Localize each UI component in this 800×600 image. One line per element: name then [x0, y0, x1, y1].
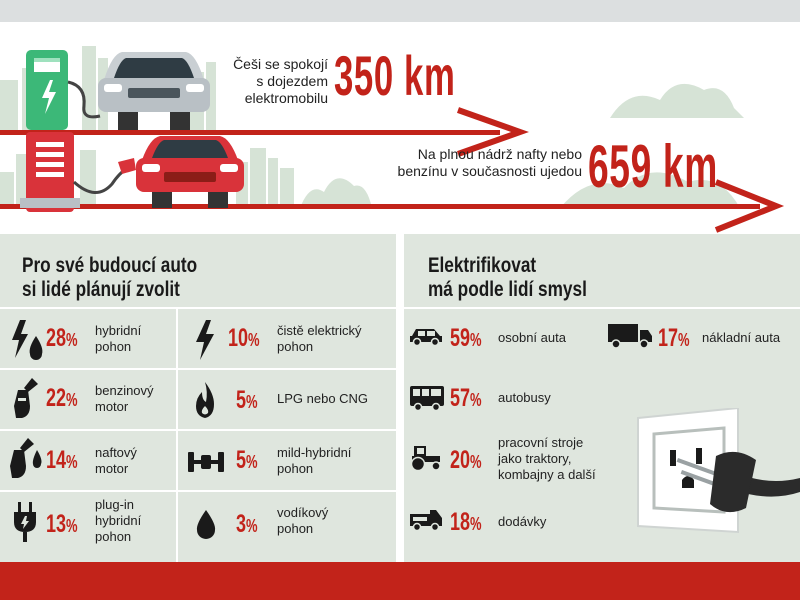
pct-cars: 59%	[450, 324, 482, 352]
pct-trucks: 17%	[658, 324, 690, 352]
axle-icon	[186, 448, 226, 476]
ev-range-text: Češi se spokojí s dojezdem elektromobilu	[233, 56, 328, 106]
fuel-nozzle-icon	[10, 376, 42, 422]
label-petrol: benzinový motor	[95, 383, 154, 414]
pct-diesel: 14%	[46, 446, 78, 474]
label-mild-hybrid: mild-hybridní pohon	[277, 445, 352, 476]
pct-hybrid: 28%	[46, 324, 78, 352]
fuel-car-icon	[136, 136, 244, 208]
label-trucks: nákladní auta	[702, 330, 781, 345]
van-icon	[408, 508, 444, 532]
bolt-drop-icon	[10, 318, 44, 362]
fuel-pump-icon	[20, 132, 136, 212]
tractor-icon	[408, 444, 444, 472]
divider	[404, 307, 800, 309]
label-lpg: LPG nebo CNG	[277, 391, 369, 406]
future-fuel-heading: Pro své budoucí auto si lidé plánují zvolit	[22, 254, 198, 301]
label-cars: osobní auta	[498, 330, 566, 345]
label-buses: autobusy	[498, 390, 551, 405]
drop-icon	[194, 508, 218, 540]
power-outlet-illustration	[628, 408, 800, 562]
label-electric: čistě elektrický pohon	[277, 323, 362, 354]
divider	[0, 490, 396, 492]
pct-vans: 18%	[450, 508, 482, 536]
fuel-range-text: Na plnou nádrž nafty nebo benzínu v současnosti ujedou	[397, 146, 582, 179]
truck-icon	[606, 322, 654, 350]
ev-range-number: 350 km	[334, 44, 456, 107]
pct-electric: 10%	[228, 324, 260, 352]
divider	[176, 309, 178, 562]
fuel-range-number: 659 km	[588, 133, 718, 200]
flame-icon	[192, 380, 218, 420]
pct-hydrogen: 3%	[236, 510, 258, 538]
divider	[0, 307, 396, 309]
fuel-nozzle-drop-icon	[8, 436, 44, 482]
plug-icon	[10, 500, 40, 544]
pct-mild-hybrid: 5%	[236, 446, 258, 474]
pct-buses: 57%	[450, 384, 482, 412]
pct-machinery: 20%	[450, 446, 482, 474]
bolt-icon	[192, 318, 218, 362]
label-diesel: naftový motor	[95, 445, 137, 476]
label-hybrid: hybridní pohon	[95, 323, 142, 354]
divider	[0, 368, 396, 370]
bottom-bar	[0, 562, 800, 600]
pct-petrol: 22%	[46, 384, 78, 412]
label-hydrogen: vodíkový pohon	[277, 505, 329, 536]
divider	[0, 429, 396, 431]
car-icon	[408, 326, 444, 346]
top-bar	[0, 0, 800, 22]
bus-icon	[408, 384, 446, 412]
label-plugin: plug-in hybridní pohon	[95, 497, 142, 544]
electrification-heading: Elektrifikovat má podle lidí smysl	[428, 254, 587, 301]
label-vans: dodávky	[498, 514, 547, 529]
pct-lpg: 5%	[236, 386, 258, 414]
pct-plugin: 13%	[46, 510, 78, 538]
label-machinery: pracovní stroje jako traktory, kombajny a další	[498, 435, 596, 482]
